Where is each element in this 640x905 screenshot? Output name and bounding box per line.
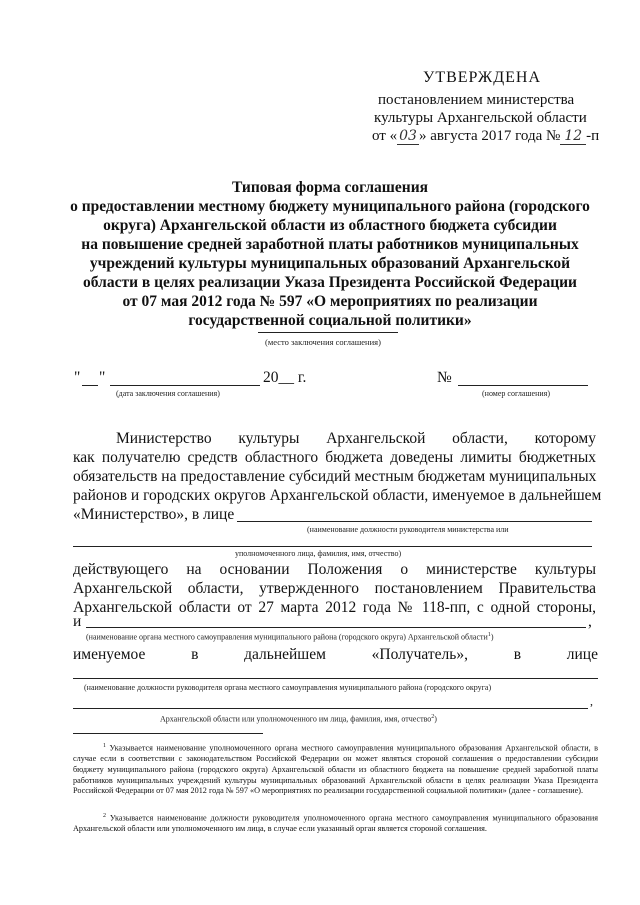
footnote-ref-2: 2 [431, 714, 435, 720]
footnote-mark: 2 [103, 813, 106, 819]
approval-line-3 [372, 127, 599, 146]
organ-caption-text: (наименование органа местного самоуправления муниципального района (городского округа) Архангельской области [86, 632, 488, 642]
title-line: области в целях реализации Указа Президента Российской Федерации [83, 274, 577, 291]
footnote-text: Указывается наименование уполномоченного органа местного самоуправления муниципального образования Архангельской области, в случае если в соответствии с законодательством Российской Федерации он может являться стороной соглашения о предоставлении субсидии бюджету муниципального района (городского округа) Архангельской области из областного бюджета на повышение средней заработной платы работников муниципальных учреждений культуры муниципальных образований Архангельской области в целях реализации Указа Президента Российской Федерации от 07 мая 2012 года № 597 «О мероприятиях по реализации государственной социальной политики» (далее - соглашение). [73, 743, 599, 796]
paragraph-2-comma: , [588, 613, 592, 630]
named-word: в [191, 646, 199, 663]
footnote-text: Указывается наименование должности руководителя уполномоченного органа местного самоуправления муниципального образования Архангельской области или уполномоченного им лица, в случае если указанный орган является стороной соглашения. [73, 813, 599, 834]
document-title [60, 178, 600, 330]
paragraph-1-line: как получателю средств областного бюджета доведены лимиты бюджетных [73, 449, 596, 466]
paragraph-2-line: Архангельской области от 27 марта 2012 года № 118-пп, с одной стороны, [73, 599, 596, 616]
title-line: учреждений культуры муниципальных образований Архангельской [89, 255, 571, 272]
approval-number-handwritten: 12 [560, 128, 586, 145]
approval-line-2: культуры Архангельской области [374, 110, 587, 126]
footnote-2 [73, 811, 598, 835]
title-line: Типовая форма соглашения [231, 179, 429, 196]
date-quote-open: " [74, 369, 81, 386]
organ-name-line[interactable] [86, 627, 586, 628]
paragraph-1-line: обязательств на предоставление субсидий местным бюджетам муниципальных [73, 468, 597, 485]
approval-heading: УТВЕРЖДЕНА [423, 69, 542, 86]
minister-position-line[interactable] [237, 521, 592, 522]
date-year: 20__ г. [263, 369, 307, 386]
approval-number-suffix: -п [586, 128, 600, 144]
paragraph-2-line: действующего на основании Положения о министерстве культуры [73, 561, 596, 578]
named-word: «Получатель», [371, 646, 468, 663]
title-line: округа) Архангельской области из областного бюджета субсидии [103, 217, 557, 234]
approval-day-handwritten: 03 [399, 128, 417, 144]
named-word: в [513, 646, 522, 663]
named-word: лице [566, 646, 598, 663]
minister-name-line[interactable] [73, 546, 592, 547]
place-caption: (место заключения соглашения) [265, 337, 381, 347]
footnote-1 [73, 741, 598, 797]
number-caption: (номер соглашения) [482, 389, 550, 398]
paragraph-1-last: «Министерство», в лице [73, 506, 235, 523]
head-caption-2-close: ) [434, 714, 437, 724]
organ-caption [86, 632, 493, 642]
paragraph-2-line: Архангельской области, утвержденного постановлением Правительства [73, 580, 596, 597]
organ-caption-close: ) [490, 632, 494, 642]
title-line: на повышение средней заработной платы работников муниципальных [81, 236, 579, 253]
named-row [73, 645, 598, 664]
agreement-number-line[interactable] [458, 385, 588, 386]
named-word: именуемое [73, 646, 146, 663]
footnote-separator [73, 733, 263, 734]
date-caption: (дата заключения соглашения) [116, 389, 220, 398]
approval-date-middle: » августа 2017 года № [418, 128, 561, 144]
minister-caption-1: (наименование должности руководителя министерства или [307, 525, 509, 534]
head-trailing-comma: , [590, 694, 593, 708]
date-quote-close: " [99, 369, 106, 386]
footnote-mark: 1 [103, 743, 106, 749]
approval-line-1: постановлением министерства [378, 92, 575, 108]
minister-caption-2: уполномоченного лица, фамилия, имя, отчество) [235, 549, 402, 558]
approval-date-prefix: от « [372, 128, 398, 144]
head-caption-2 [160, 714, 437, 724]
date-month-line[interactable] [110, 385, 260, 386]
paragraph-1-line: Министерство культуры Архангельской области, которому [116, 430, 596, 447]
footnote-ref-1: 1 [487, 632, 491, 638]
paragraph-2-and: и [73, 613, 82, 630]
place-field-line[interactable] [258, 332, 398, 333]
date-day-line[interactable] [82, 385, 98, 386]
title-line: о предоставлении местному бюджету муниципального района (городского [70, 198, 590, 215]
number-sign: № [437, 369, 452, 386]
head-name-line[interactable] [73, 708, 588, 709]
named-word: дальнейшем [244, 646, 326, 663]
title-line: от 07 мая 2012 года № 597 «О мероприятиях по реализации [122, 293, 538, 310]
head-caption: (наименование должности руководителя органа местного самоуправления муниципального района (городского округа) [84, 683, 492, 692]
title-line: государственной социальной политики» [188, 312, 472, 329]
paragraph-1-line: районов и городских округов Архангельской области, именуемое в дальнейшем [73, 487, 602, 504]
head-position-line[interactable] [73, 678, 598, 679]
head-caption-2-text: Архангельской области или уполномоченного им лица, фамилия, имя, отчество [160, 714, 432, 724]
